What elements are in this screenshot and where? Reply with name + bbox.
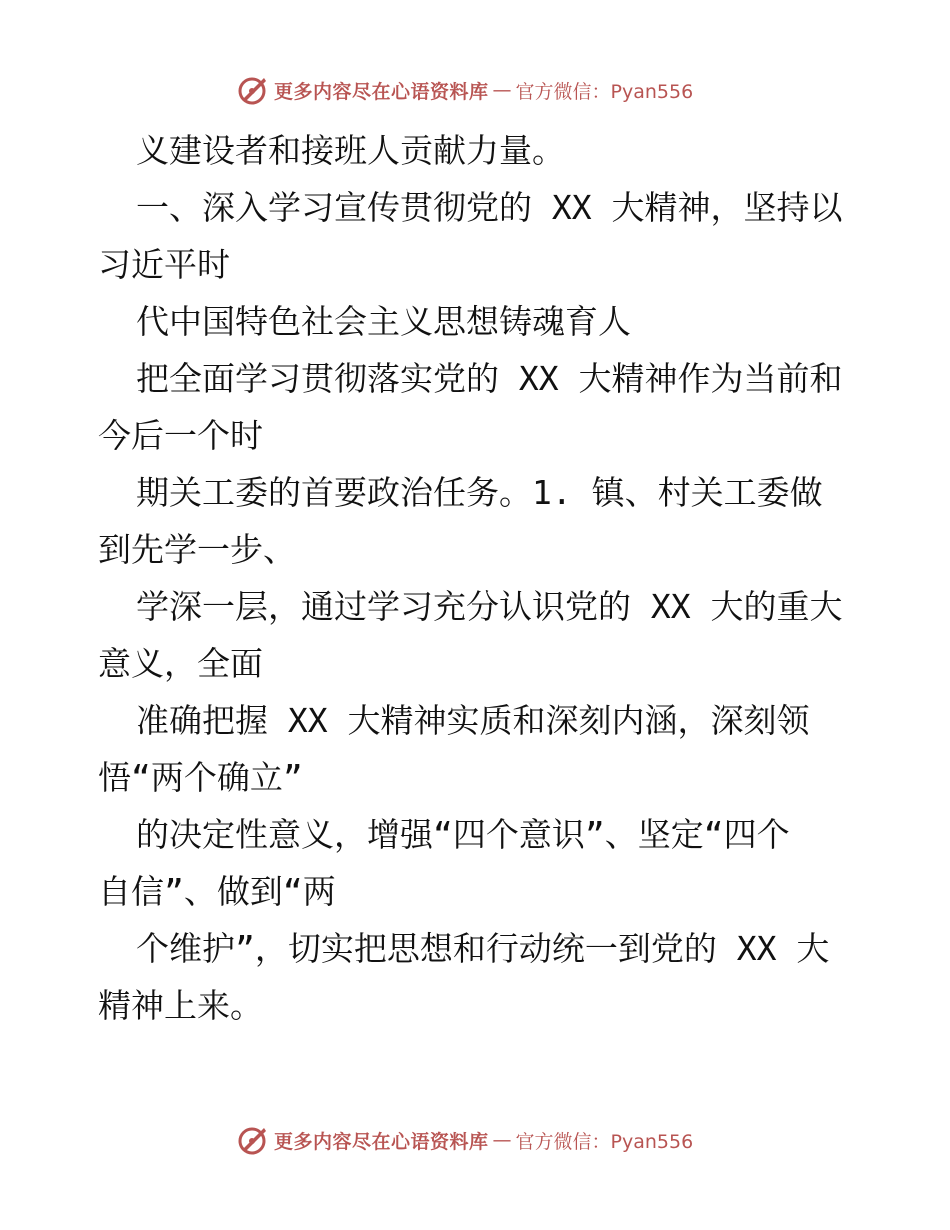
body-line: 代中国特色社会主义思想铸魂育人 <box>136 302 631 341</box>
body-line: 的决定性意义，增强“四个意识”、坚定“四个 <box>136 815 790 854</box>
document-body <box>98 122 858 1034</box>
body-line: 悟“两个确立” <box>98 758 303 797</box>
footer-banner <box>236 1122 693 1158</box>
header-banner-wechat: 官方微信：Pyan556 <box>515 80 694 103</box>
quill-logo-icon <box>236 1123 270 1157</box>
body-line: 个维护”，切实把思想和行动统一到党的 XX 大 <box>136 929 830 968</box>
body-line: 义建设者和接班人贡献力量。 <box>136 131 565 170</box>
body-line: 自信”、做到“两 <box>98 872 336 911</box>
header-banner-separator: — <box>492 79 512 101</box>
body-line: 把全面学习贯彻落实党的 XX 大精神作为当前和 <box>136 359 843 398</box>
footer-banner-separator: — <box>492 1129 512 1151</box>
quill-logo-icon <box>236 73 270 107</box>
footer-banner-wechat: 官方微信：Pyan556 <box>515 1130 694 1153</box>
body-line: 意义，全面 <box>98 644 263 683</box>
body-line: 精神上来。 <box>98 986 263 1025</box>
body-line: 学深一层，通过学习充分认识党的 XX 大的重大 <box>136 587 843 626</box>
body-line: 今后一个时 <box>98 416 263 455</box>
body-line: 到先学一步、 <box>98 530 296 569</box>
body-line: 习近平时 <box>98 245 230 284</box>
body-line: 准确把握 XX 大精神实质和深刻内涵，深刻领 <box>136 701 810 740</box>
footer-banner-text: 更多内容尽在心语资料库 <box>274 1130 489 1153</box>
header-banner <box>236 72 693 108</box>
header-banner-text: 更多内容尽在心语资料库 <box>274 80 489 103</box>
body-line: 期关工委的首要政治任务。1. 镇、村关工委做 <box>136 473 823 512</box>
body-line: 一、深入学习宣传贯彻党的 XX 大精神，坚持以 <box>136 188 843 227</box>
